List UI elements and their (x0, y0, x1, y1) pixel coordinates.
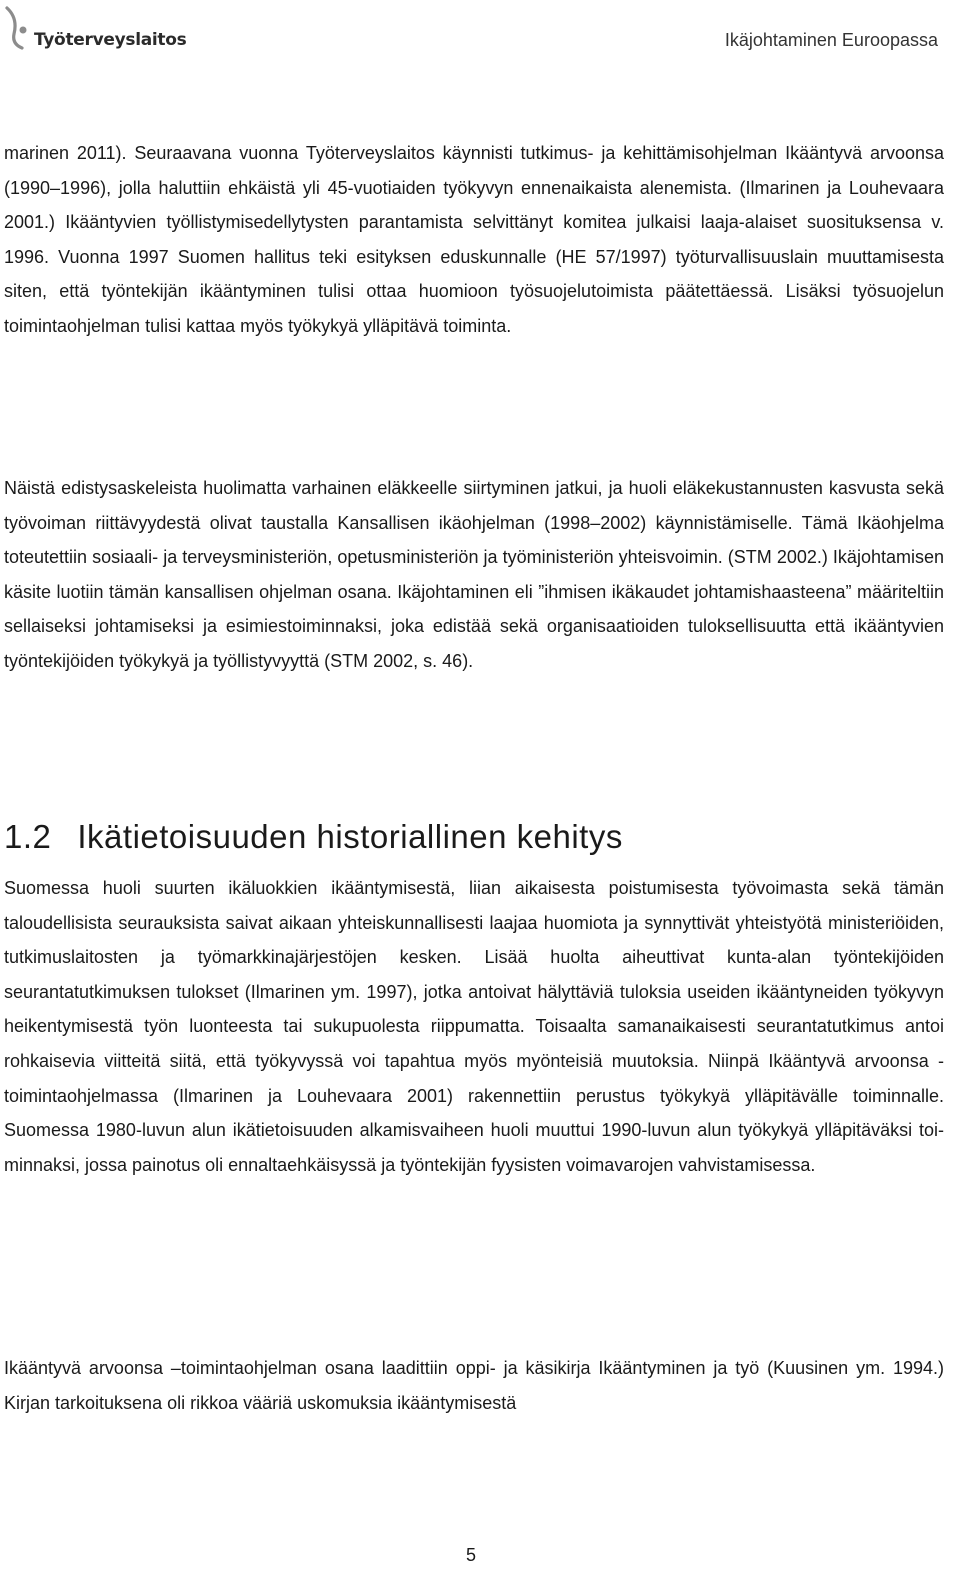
page-header (0, 0, 960, 70)
paragraph-2: Näistä edistysaskeleista huolimatta varhainen eläkkeelle siirtyminen jatkui, ja huoli eläkekustannusten kasvusta sekä työvoiman riittävyydestä olivat taustalla Kansallisen ikäohjelman (1998–2002) käynnistämiselle. Tämä Ikäohjelma toteutettiin sosiaali- ja terveysministeriön, opetusministeriön ja työministeriön yhteisvoimin. (STM 2002.) Ikäjohtamisen käsite luotiin tämän kansallisen ohjelman osana. Ikäjohtaminen eli ”ihmisen ikäkaudet johtamishaasteena” määriteltiin sellaiseksi johtamiseksi ja esimiestoiminnaksi, joka edistää sekä organisaatioiden tuloksellisuutta että ikääntyvien työntekijöiden työkykyä ja työllistyvyyttä (STM 2002, s. 46). (4, 478, 944, 671)
logo-text: Työterveyslaitos (34, 30, 187, 50)
logo (4, 4, 186, 50)
page-number: 5 (466, 1545, 477, 1565)
paragraph-4: Ikääntyvä arvoonsa –toimintaohjelman osana laadittiin oppi- ja käsikirja Ikääntyminen ja työ (Kuusinen ym. 1994.) Kirjan tarkoituksena oli rikkoa vääriä uskomuksia ikääntymisestä (4, 1358, 944, 1413)
section-heading (4, 818, 623, 856)
section-title: Ikätietoisuuden historiallinen kehitys (77, 818, 623, 855)
logo-mark-icon (4, 4, 32, 50)
paragraph-3: Suomessa huoli suurten ikäluokkien ikääntymisestä, liian aikaisesta poistumisesta työvoimasta sekä tämän taloudellisista seurauksista saivat aikaan yhteiskunnallisesti laajaa huomiota ja synnyttivät yhteistyötä ministeriöiden, tutkimuslaitosten ja työmarkkinajärjestöjen kesken. Lisää huolta aiheuttivat kunta-alan työntekijöiden seurantatutkimuksen tulokset (Ilmarinen ym. 1997), jotka antoivat hälyttäviä tuloksia useiden ikääntyneiden työkyvyn heikentymisestä työn luonteesta tai sukupuolesta riippumatta. Toisaalta samanaikaisesti seurantatutkimus antoi rohkaisevia viitteitä siitä, että työkyvyssä voi tapahtua myös myönteisiä muutoksia. Niinpä Ikääntyvä arvoonsa -toimintaohjelmassa (Ilmarinen ja Louhevaara 2001) rakennettiin perustus työkykyä ylläpitävälle toiminnalle. Suomessa 1980-luvun alun ikätietoisuuden alkamisvaiheen huoli muuttui 1990-luvun alun työkykyä ylläpitäväksi toiminnaksi, jossa painotus oli ennaltaehkäisyssä ja työntekijän fyysisten voimavarojen vahvistamisessa. (4, 878, 944, 1175)
running-title: Ikäjohtaminen Euroopassa (724, 30, 938, 50)
section-number: 1.2 (4, 818, 52, 855)
paragraph-1: marinen 2011). Seuraavana vuonna Työterveyslaitos käynnisti tutkimus- ja kehittämisohjelman Ikääntyvä arvoonsa (1990–1996), jolla haluttiin ehkäistä yli 45-vuotiaiden työkyvyn ennenaikaista alenemista. (Ilmarinen ja Louhevaara 2001.) Ikääntyvien työllistymisedellytysten parantamista selvittänyt komitea julkaisi laaja-alaiset suosituksensa v. 1996. Vuonna 1997 Suomen hallitus teki esityksen eduskunnalle (HE 57/1997) työturvallisuuslain muuttamisesta siten, että työntekijän ikääntyminen tulisi ottaa huomioon työsuojelutoimista päätettäessä. Lisäksi työsuojelun toimintaohjelman tulisi kattaa myös työkykyä ylläpitävä toiminta. (4, 143, 944, 336)
